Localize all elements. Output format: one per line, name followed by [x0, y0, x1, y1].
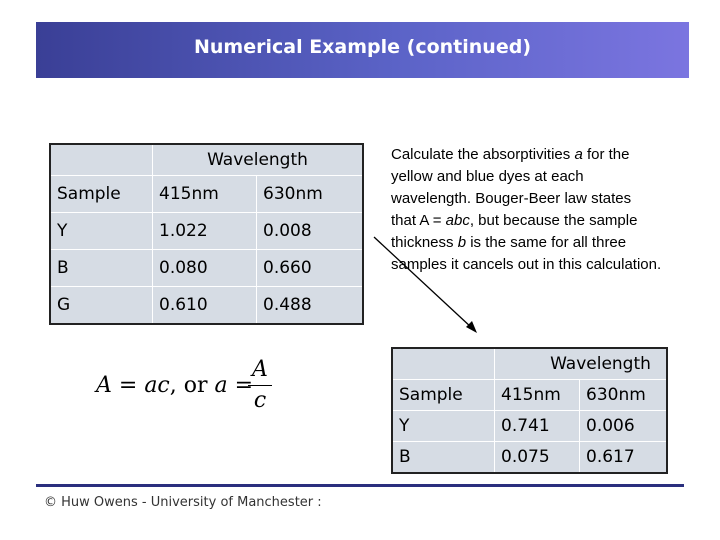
- table-cell: B: [50, 250, 153, 287]
- table-group-header: Wavelength: [153, 144, 364, 176]
- fraction-bar: [248, 385, 272, 386]
- description-line: thickness b is the same for all three: [391, 234, 627, 251]
- table-cell: 0.741: [495, 411, 580, 442]
- column-header-415: 415nm: [495, 380, 580, 411]
- column-header-630: 630nm: [257, 176, 364, 213]
- table-cell: 1.022: [153, 213, 257, 250]
- absorptivity-table: [391, 347, 668, 474]
- column-header-630: 630nm: [580, 380, 668, 411]
- table-cell: 0.006: [580, 411, 668, 442]
- table-cell: 0.617: [580, 442, 668, 474]
- table-cell: 0.008: [257, 213, 364, 250]
- column-header-sample: Sample: [392, 380, 495, 411]
- table-row: [392, 411, 667, 442]
- table-row: [392, 442, 667, 474]
- table-cell: B: [392, 442, 495, 474]
- table-cell: Y: [50, 213, 153, 250]
- equation-lhs: A = ac, or a =: [96, 373, 254, 398]
- description-line: yellow and blue dyes at each: [391, 168, 584, 185]
- description-line: that A = abc, but because the sample: [391, 212, 638, 229]
- table-cell: G: [50, 287, 153, 325]
- table-header-row: [392, 380, 667, 411]
- table-cell: 0.488: [257, 287, 364, 325]
- column-header-sample: Sample: [50, 176, 153, 213]
- description-line: samples it cancels out in this calculation.: [391, 256, 662, 273]
- table-cell: Y: [392, 411, 495, 442]
- footer-divider: [36, 484, 684, 487]
- table-group-header: Wavelength: [495, 348, 668, 380]
- table-cell: 0.075: [495, 442, 580, 474]
- footer-credit: © Huw Owens - University of Manchester :: [44, 495, 322, 510]
- fraction-numerator: A: [252, 357, 268, 382]
- table-header-blank: [392, 348, 495, 380]
- table-cell: 0.080: [153, 250, 257, 287]
- slide-title: Numerical Example (continued): [193, 36, 532, 58]
- table-header-group-row: [392, 348, 667, 380]
- column-header-415: 415nm: [153, 176, 257, 213]
- equation-fraction: [248, 357, 272, 413]
- fraction-denominator: c: [253, 388, 267, 413]
- table-cell: 0.610: [153, 287, 257, 325]
- description-line: wavelength. Bouger-Beer law states: [391, 190, 632, 207]
- description-line: Calculate the absorptivities a for the: [391, 146, 630, 163]
- table-cell: 0.660: [257, 250, 364, 287]
